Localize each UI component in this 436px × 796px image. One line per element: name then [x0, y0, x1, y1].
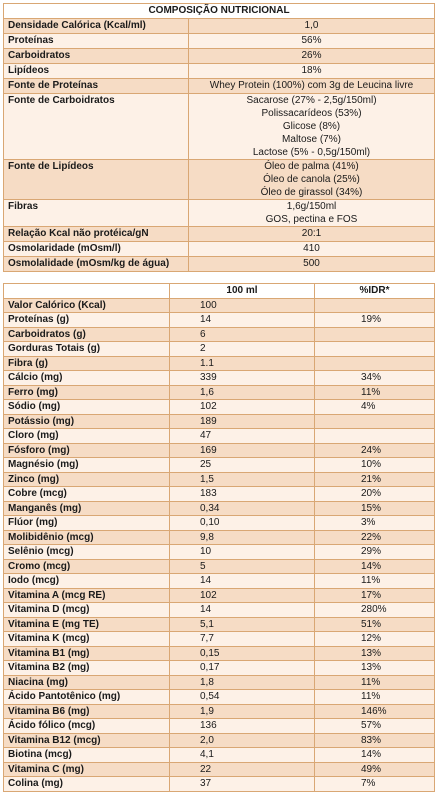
nutrient-row	[4, 298, 435, 313]
nutrient-row	[4, 646, 435, 661]
composition-label: Lipídeos	[4, 64, 189, 79]
nutrient-name: Vitamina C (mg)	[4, 762, 170, 777]
nutrient-name: Cromo (mcg)	[4, 559, 170, 574]
nutrient-idr: 51%	[315, 617, 435, 632]
nutrient-value: 25	[170, 458, 315, 473]
nutrient-idr: 11%	[315, 690, 435, 705]
nutrient-idr: 11%	[315, 385, 435, 400]
composition-value-line: Maltose (7%)	[282, 134, 341, 145]
nutrient-name: Ácido fólico (mcg)	[4, 719, 170, 734]
nutrient-name: Fósforo (mg)	[4, 443, 170, 458]
nutrient-row	[4, 342, 435, 357]
nutrient-value: 2	[170, 342, 315, 357]
nutrient-value: 189	[170, 414, 315, 429]
nutrient-name: Colina (mg)	[4, 777, 170, 792]
composition-row	[4, 227, 435, 242]
composition-label: Carboidratos	[4, 49, 189, 64]
composition-row	[4, 242, 435, 257]
nutrient-row	[4, 632, 435, 647]
composition-value	[189, 242, 435, 257]
nutrient-value: 4,1	[170, 748, 315, 763]
header-blank	[4, 284, 170, 299]
nutrient-name: Vitamina B2 (mg)	[4, 661, 170, 676]
nutrient-name: Cálcio (mg)	[4, 371, 170, 386]
nutrient-row	[4, 675, 435, 690]
nutrient-value: 0,17	[170, 661, 315, 676]
nutrient-value: 339	[170, 371, 315, 386]
nutrient-idr: 34%	[315, 371, 435, 386]
composition-value-line: Óleo de girassol (34%)	[260, 187, 363, 198]
composition-value	[189, 200, 435, 227]
composition-value	[189, 79, 435, 94]
composition-row	[4, 49, 435, 64]
nutrient-row	[4, 516, 435, 531]
composition-row	[4, 79, 435, 94]
nutrient-row	[4, 313, 435, 328]
nutrient-name: Iodo (mcg)	[4, 574, 170, 589]
nutrient-name: Valor Calórico (Kcal)	[4, 298, 170, 313]
nutrient-value: 169	[170, 443, 315, 458]
nutrient-name: Vitamina B12 (mcg)	[4, 733, 170, 748]
composition-label: Osmolaridade (mOsm/l)	[4, 242, 189, 257]
nutrient-value: 102	[170, 400, 315, 415]
nutrient-value: 183	[170, 487, 315, 502]
nutrient-row	[4, 704, 435, 719]
nutrient-row	[4, 777, 435, 792]
composition-value-line: 1,6g/150ml	[286, 201, 337, 212]
nutrient-row	[4, 690, 435, 705]
nutrient-idr: 3%	[315, 516, 435, 531]
composition-value-line: Óleo de palma (41%)	[264, 161, 359, 172]
nutrient-name: Carboidratos (g)	[4, 327, 170, 342]
composition-value-line: 410	[303, 243, 320, 254]
composition-value	[189, 257, 435, 272]
nutrient-row	[4, 603, 435, 618]
composition-row	[4, 64, 435, 79]
nutrient-idr	[315, 414, 435, 429]
nutrient-value: 6	[170, 327, 315, 342]
composition-label: Fonte de Lipídeos	[4, 160, 189, 200]
nutrient-value: 5	[170, 559, 315, 574]
nutrient-name: Vitamina E (mg TE)	[4, 617, 170, 632]
nutrient-idr	[315, 429, 435, 444]
nutrient-value: 14	[170, 603, 315, 618]
composition-label: Fonte de Carboidratos	[4, 94, 189, 160]
nutrient-value: 47	[170, 429, 315, 444]
nutrient-idr: 19%	[315, 313, 435, 328]
composition-row	[4, 19, 435, 34]
nutrient-value: 10	[170, 545, 315, 560]
nutrient-row	[4, 733, 435, 748]
header-100ml: 100 ml	[170, 284, 315, 299]
nutrient-idr: 57%	[315, 719, 435, 734]
nutrient-row	[4, 530, 435, 545]
nutrient-idr	[315, 342, 435, 357]
nutrient-name: Potássio (mg)	[4, 414, 170, 429]
nutrient-idr: 22%	[315, 530, 435, 545]
nutrient-row	[4, 574, 435, 589]
nutrient-idr: 14%	[315, 748, 435, 763]
nutrient-idr: 13%	[315, 661, 435, 676]
nutrient-value: 14	[170, 574, 315, 589]
nutrient-idr: 15%	[315, 501, 435, 516]
composition-row	[4, 200, 435, 227]
composition-value-line: Glicose (8%)	[282, 121, 341, 132]
nutrient-value: 22	[170, 762, 315, 777]
nutrient-name: Ácido Pantotênico (mg)	[4, 690, 170, 705]
nutrient-name: Niacina (mg)	[4, 675, 170, 690]
nutrient-idr: 49%	[315, 762, 435, 777]
nutrient-row	[4, 748, 435, 763]
nutrient-value: 0,15	[170, 646, 315, 661]
nutrient-row	[4, 414, 435, 429]
nutrient-row	[4, 400, 435, 415]
composition-value	[189, 94, 435, 160]
nutrient-value: 37	[170, 777, 315, 792]
nutrient-row	[4, 327, 435, 342]
composition-row	[4, 160, 435, 200]
nutrient-idr: 20%	[315, 487, 435, 502]
composition-label: Osmolalidade (mOsm/kg de água)	[4, 257, 189, 272]
nutrient-row	[4, 371, 435, 386]
nutrient-idr: 13%	[315, 646, 435, 661]
composition-value	[189, 34, 435, 49]
nutrient-value: 0,10	[170, 516, 315, 531]
nutrient-value: 0,54	[170, 690, 315, 705]
nutrient-name: Vitamina B6 (mg)	[4, 704, 170, 719]
composition-label: Densidade Calórica (Kcal/ml)	[4, 19, 189, 34]
nutrient-value: 5,1	[170, 617, 315, 632]
nutrient-value: 1,6	[170, 385, 315, 400]
nutrient-name: Vitamina K (mcg)	[4, 632, 170, 647]
nutrient-idr	[315, 356, 435, 371]
nutrient-row	[4, 661, 435, 676]
nutrient-value: 1.1	[170, 356, 315, 371]
nutrient-row	[4, 588, 435, 603]
nutrient-name: Vitamina A (mcg RE)	[4, 588, 170, 603]
nutrient-value: 136	[170, 719, 315, 734]
nutrient-idr: 83%	[315, 733, 435, 748]
composition-value	[189, 64, 435, 79]
nutrient-name: Cobre (mcg)	[4, 487, 170, 502]
nutrient-idr: 24%	[315, 443, 435, 458]
composition-value	[189, 160, 435, 200]
nutrient-name: Sódio (mg)	[4, 400, 170, 415]
composition-value	[189, 227, 435, 242]
nutrient-row	[4, 443, 435, 458]
composition-row	[4, 34, 435, 49]
nutrient-name: Ferro (mg)	[4, 385, 170, 400]
composition-value-line: 500	[303, 258, 320, 269]
composition-value	[189, 19, 435, 34]
nutrient-value: 1,8	[170, 675, 315, 690]
header-idr: %IDR*	[315, 284, 435, 299]
composition-value-line: 1,0	[304, 20, 319, 31]
nutrient-idr	[315, 327, 435, 342]
nutrient-name: Zinco (mg)	[4, 472, 170, 487]
nutrient-name: Fibra (g)	[4, 356, 170, 371]
nutrient-name: Selênio (mcg)	[4, 545, 170, 560]
composition-value-line: Sacarose (27% - 2,5g/150ml)	[246, 95, 377, 106]
composition-value-line: 26%	[301, 50, 322, 61]
nutrient-name: Gorduras Totais (g)	[4, 342, 170, 357]
nutrient-idr: 21%	[315, 472, 435, 487]
nutrient-idr: 14%	[315, 559, 435, 574]
composition-value-line: 56%	[301, 35, 322, 46]
composition-label: Fibras	[4, 200, 189, 227]
nutrient-idr	[315, 298, 435, 313]
nutrient-row	[4, 385, 435, 400]
composition-value-line: Lactose (5% - 0,5g/150ml)	[252, 147, 371, 158]
nutrient-idr: 7%	[315, 777, 435, 792]
composition-label: Relação Kcal não protéica/gN	[4, 227, 189, 242]
nutrient-value: 7,7	[170, 632, 315, 647]
nutrient-value: 100	[170, 298, 315, 313]
nutrient-row	[4, 762, 435, 777]
nutrient-idr: 12%	[315, 632, 435, 647]
composition-value-line: 20:1	[301, 228, 322, 239]
nutrient-value: 102	[170, 588, 315, 603]
nutrient-row	[4, 458, 435, 473]
nutrient-row	[4, 617, 435, 632]
nutrient-idr: 280%	[315, 603, 435, 618]
composition-row	[4, 257, 435, 272]
nutrient-idr: 29%	[315, 545, 435, 560]
nutrient-name: Biotina (mcg)	[4, 748, 170, 763]
composition-value-line: GOS, pectina e FOS	[265, 214, 358, 225]
nutrient-idr: 10%	[315, 458, 435, 473]
nutrient-value: 0,34	[170, 501, 315, 516]
composition-table	[3, 3, 435, 272]
nutrient-name: Molibidênio (mcg)	[4, 530, 170, 545]
nutrient-name: Manganês (mg)	[4, 501, 170, 516]
nutrient-idr: 17%	[315, 588, 435, 603]
nutrient-row	[4, 356, 435, 371]
nutrient-row	[4, 487, 435, 502]
nutrient-row	[4, 719, 435, 734]
nutrient-value: 9,8	[170, 530, 315, 545]
nutrients-table	[3, 283, 435, 792]
composition-value-line: Polissacarídeos (53%)	[261, 108, 362, 119]
composition-value-line: Whey Protein (100%) com 3g de Leucina livre	[209, 80, 414, 91]
composition-label: Fonte de Proteínas	[4, 79, 189, 94]
nutrient-row	[4, 429, 435, 444]
composition-row	[4, 94, 435, 160]
nutrient-idr: 11%	[315, 574, 435, 589]
nutrient-idr: 11%	[315, 675, 435, 690]
composition-label: Proteínas	[4, 34, 189, 49]
nutrient-row	[4, 472, 435, 487]
nutrient-name: Flúor (mg)	[4, 516, 170, 531]
nutrient-name: Vitamina B1 (mg)	[4, 646, 170, 661]
nutrient-row	[4, 501, 435, 516]
nutrient-idr: 4%	[315, 400, 435, 415]
composition-value-line: Óleo de canola (25%)	[263, 174, 360, 185]
nutrient-name: Cloro (mg)	[4, 429, 170, 444]
nutrient-idr: 146%	[315, 704, 435, 719]
nutrient-name: Vitamina D (mcg)	[4, 603, 170, 618]
nutrient-row	[4, 559, 435, 574]
nutrient-name: Magnésio (mg)	[4, 458, 170, 473]
nutrient-row	[4, 545, 435, 560]
composition-value-line: 18%	[301, 65, 322, 76]
nutrient-name: Proteínas (g)	[4, 313, 170, 328]
nutrient-value: 2,0	[170, 733, 315, 748]
nutrient-value: 14	[170, 313, 315, 328]
nutrient-value: 1,9	[170, 704, 315, 719]
nutrient-value: 1,5	[170, 472, 315, 487]
composition-title: COMPOSIÇÃO NUTRICIONAL	[4, 4, 435, 19]
composition-value	[189, 49, 435, 64]
